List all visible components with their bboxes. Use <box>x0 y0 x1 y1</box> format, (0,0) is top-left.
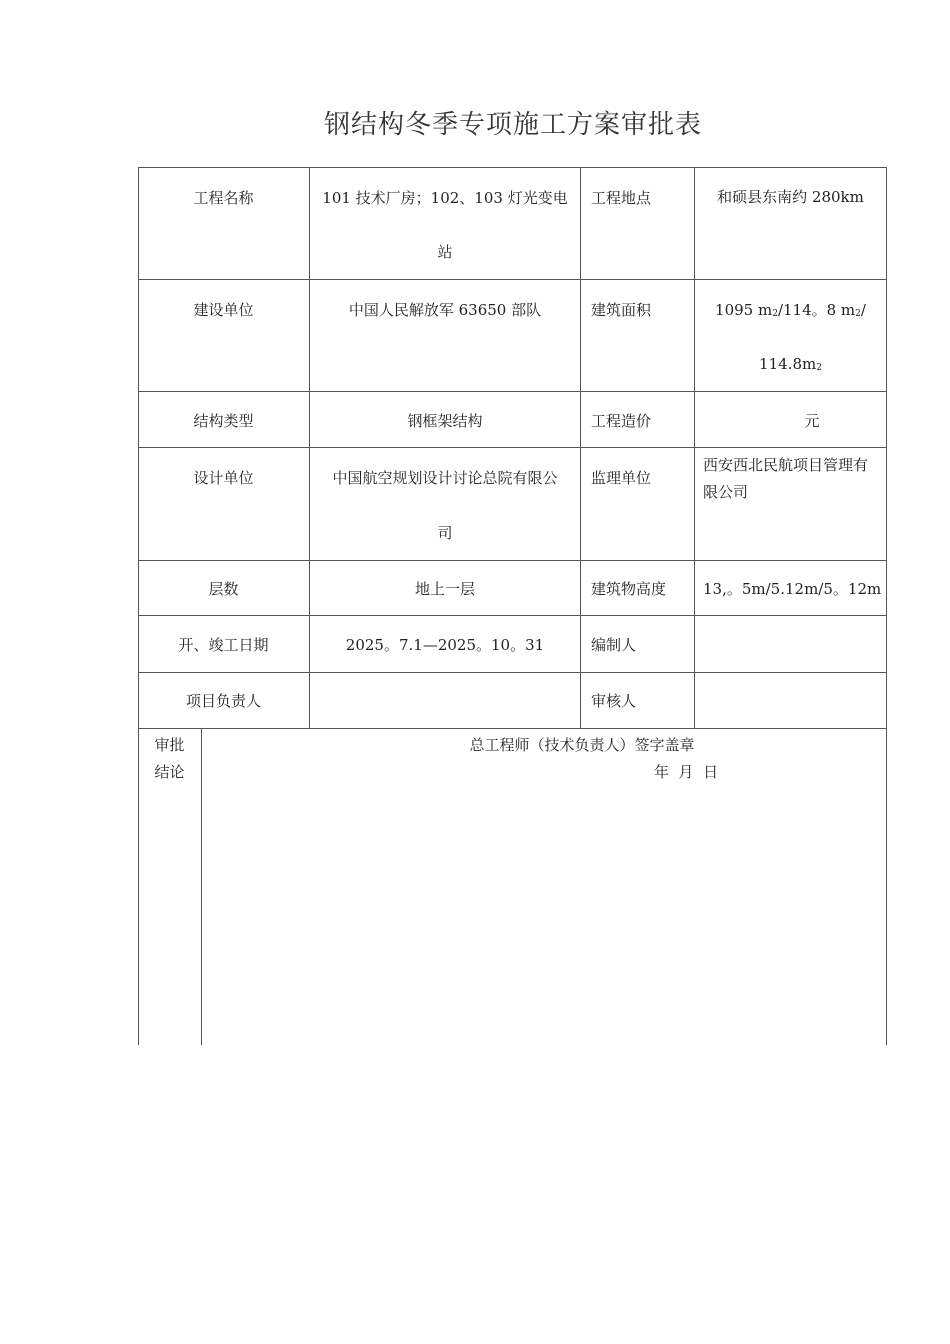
value-structure-type: 钢框架结构 <box>407 412 483 430</box>
label-project-cost: 工程造价 <box>591 412 652 430</box>
area-part-2: /114。8 m <box>777 301 856 319</box>
area-sup-2: 2 <box>855 309 861 319</box>
row-divider <box>138 615 887 616</box>
column-divider <box>201 728 202 1045</box>
value-project-location: 和硕县东南约 280km <box>717 188 864 206</box>
value-floors: 地上一层 <box>414 580 475 598</box>
value-construction-unit: 中国人民解放军 63650 部队 <box>348 301 542 319</box>
label-design-unit: 设计单位 <box>193 469 254 487</box>
label-project-lead: 项目负责人 <box>185 692 261 710</box>
value-project-name: 101 技术厂房；102、103 灯光变电 <box>322 189 568 207</box>
label-conclusion: 结论 <box>154 763 185 781</box>
value-project-cost: 元 <box>804 412 820 430</box>
label-reviewer: 审核人 <box>591 692 637 710</box>
label-construction-unit: 建设单位 <box>193 301 254 319</box>
value-start-end-date: 2025。7.1—2025。10。31 <box>345 636 545 654</box>
row-divider <box>138 447 887 448</box>
area-sup-4: 2 <box>816 363 822 373</box>
area-sup-1: 2 <box>772 309 778 319</box>
value-supervision-unit: 西安西北民航项目管理有 <box>703 456 869 474</box>
row-divider <box>138 672 887 673</box>
value-design-unit-cont: 司 <box>437 524 453 542</box>
label-supervision-unit: 监理单位 <box>591 469 652 487</box>
area-part-4: 114.8m <box>759 355 817 373</box>
area-part-1: 1095 m <box>715 301 773 319</box>
table-border-top <box>138 167 887 168</box>
value-project-name-cont: 站 <box>437 243 453 261</box>
row-divider <box>138 728 887 729</box>
label-approval: 审批 <box>154 736 185 754</box>
label-start-end-date: 开、竣工日期 <box>178 636 269 654</box>
area-part-3: / <box>860 301 866 319</box>
row-divider <box>138 391 887 392</box>
table-border-right <box>886 167 887 1045</box>
value-building-height: 13,。5m/5.12m/5。12m <box>703 580 882 598</box>
signature-line: 总工程师（技术负责人）签字盖章 <box>469 736 695 754</box>
value-supervision-unit-cont: 限公司 <box>703 483 749 501</box>
label-building-height: 建筑物高度 <box>591 580 667 598</box>
date-line: 年 月 日 <box>654 763 719 781</box>
value-design-unit: 中国航空规划设计讨论总院有限公 <box>332 469 558 487</box>
row-divider <box>138 560 887 561</box>
label-project-name: 工程名称 <box>193 189 254 207</box>
value-building-area <box>695 300 886 324</box>
label-structure-type: 结构类型 <box>193 412 254 430</box>
label-floors: 层数 <box>208 580 239 598</box>
label-compiler: 编制人 <box>591 636 637 654</box>
page-title: 钢结构冬季专项施工方案审批表 <box>323 110 702 140</box>
label-building-area: 建筑面积 <box>591 301 652 319</box>
value-building-area-cont <box>695 354 886 378</box>
table-border-left <box>138 167 139 1045</box>
row-divider <box>138 279 887 280</box>
label-project-location: 工程地点 <box>591 189 652 207</box>
column-divider <box>694 167 695 728</box>
column-divider <box>580 167 581 728</box>
